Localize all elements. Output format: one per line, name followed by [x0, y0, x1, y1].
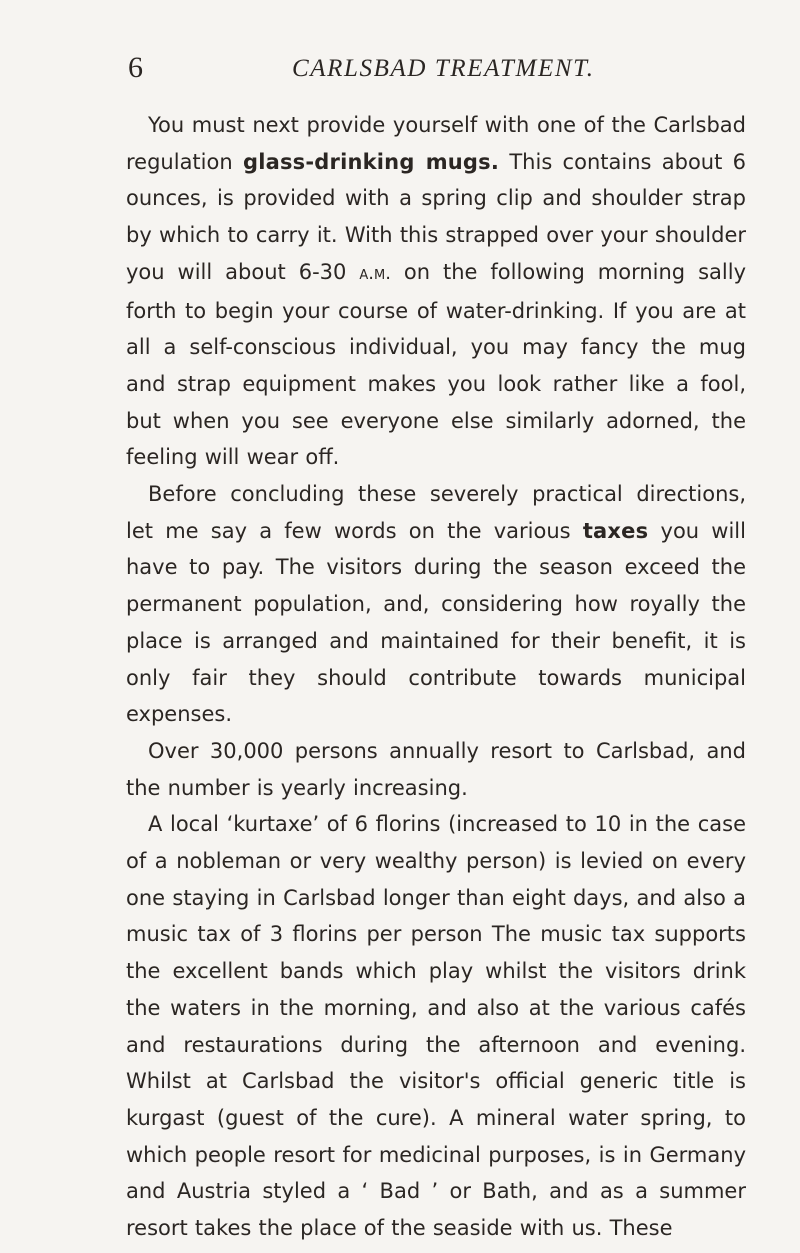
paragraph-mugs-text-a: You must next provide yourself with one of the Carlsbad regulation: [126, 113, 746, 174]
paragraph-taxes-text-a: Before concluding these severely practical directions, let me say a few words on the various: [126, 482, 746, 543]
term-glass-drinking-mugs: glass-drinking mugs.: [242, 149, 500, 174]
running-title: CARLSBAD TREATMENT.: [292, 55, 595, 82]
paragraph-visitors: Over 30,000 persons annually resort to Carlsbad, and the number is yearly increasing.: [126, 738, 746, 800]
body-text: [126, 107, 746, 1247]
paragraph-mugs-text-b: This contains about 6 ounces, is provided with a spring clip and shoulder strap by which to carry it. With this strapped over your shoulder you will about 6-30: [126, 149, 746, 284]
term-taxes: taxes: [582, 518, 649, 543]
paragraph-taxes: [126, 476, 746, 733]
page-number: 6: [128, 51, 143, 84]
paragraph-kurtaxe: A local ‘kurtaxe’ of 6 florins (increased to 10 in the case of a nobleman or very wealthy person) is levied on every one staying in Carlsbad longer than eight days, and also a music tax of 3 florins per person The music tax supports the excellent bands which play whilst the visitors drink the waters in the morning, and also at the various cafés and restaurations during the afternoon and evening. Whilst at Carlsbad the visitor's official generic title is kurgast (guest of the cure). A mineral water spring, to which people resort for medicinal purposes, is in Germany and Austria styled a ‘ Bad ’ or Bath, and as a summer resort takes the place of the seaside with us. These: [126, 812, 746, 1241]
paragraph-mugs: [126, 107, 746, 476]
paragraph-mugs-text-c: on the following morning sally forth to begin your course of water-drinking. If you are at all a self-conscious individual, you may fancy the mug and strap equipment makes you look rather like a fool, but when you see everyone else similarly adorned, the feeling will wear off.: [126, 259, 747, 470]
time-am: a.m.: [359, 262, 391, 284]
page-header: [128, 48, 758, 88]
paragraph-taxes-text-b: you will have to pay. The visitors during the season exceed the permanent population, and, considering how royally the place is arranged and maintained for their benefit, it is only fair they should contribute towards municipal expenses.: [126, 518, 746, 727]
